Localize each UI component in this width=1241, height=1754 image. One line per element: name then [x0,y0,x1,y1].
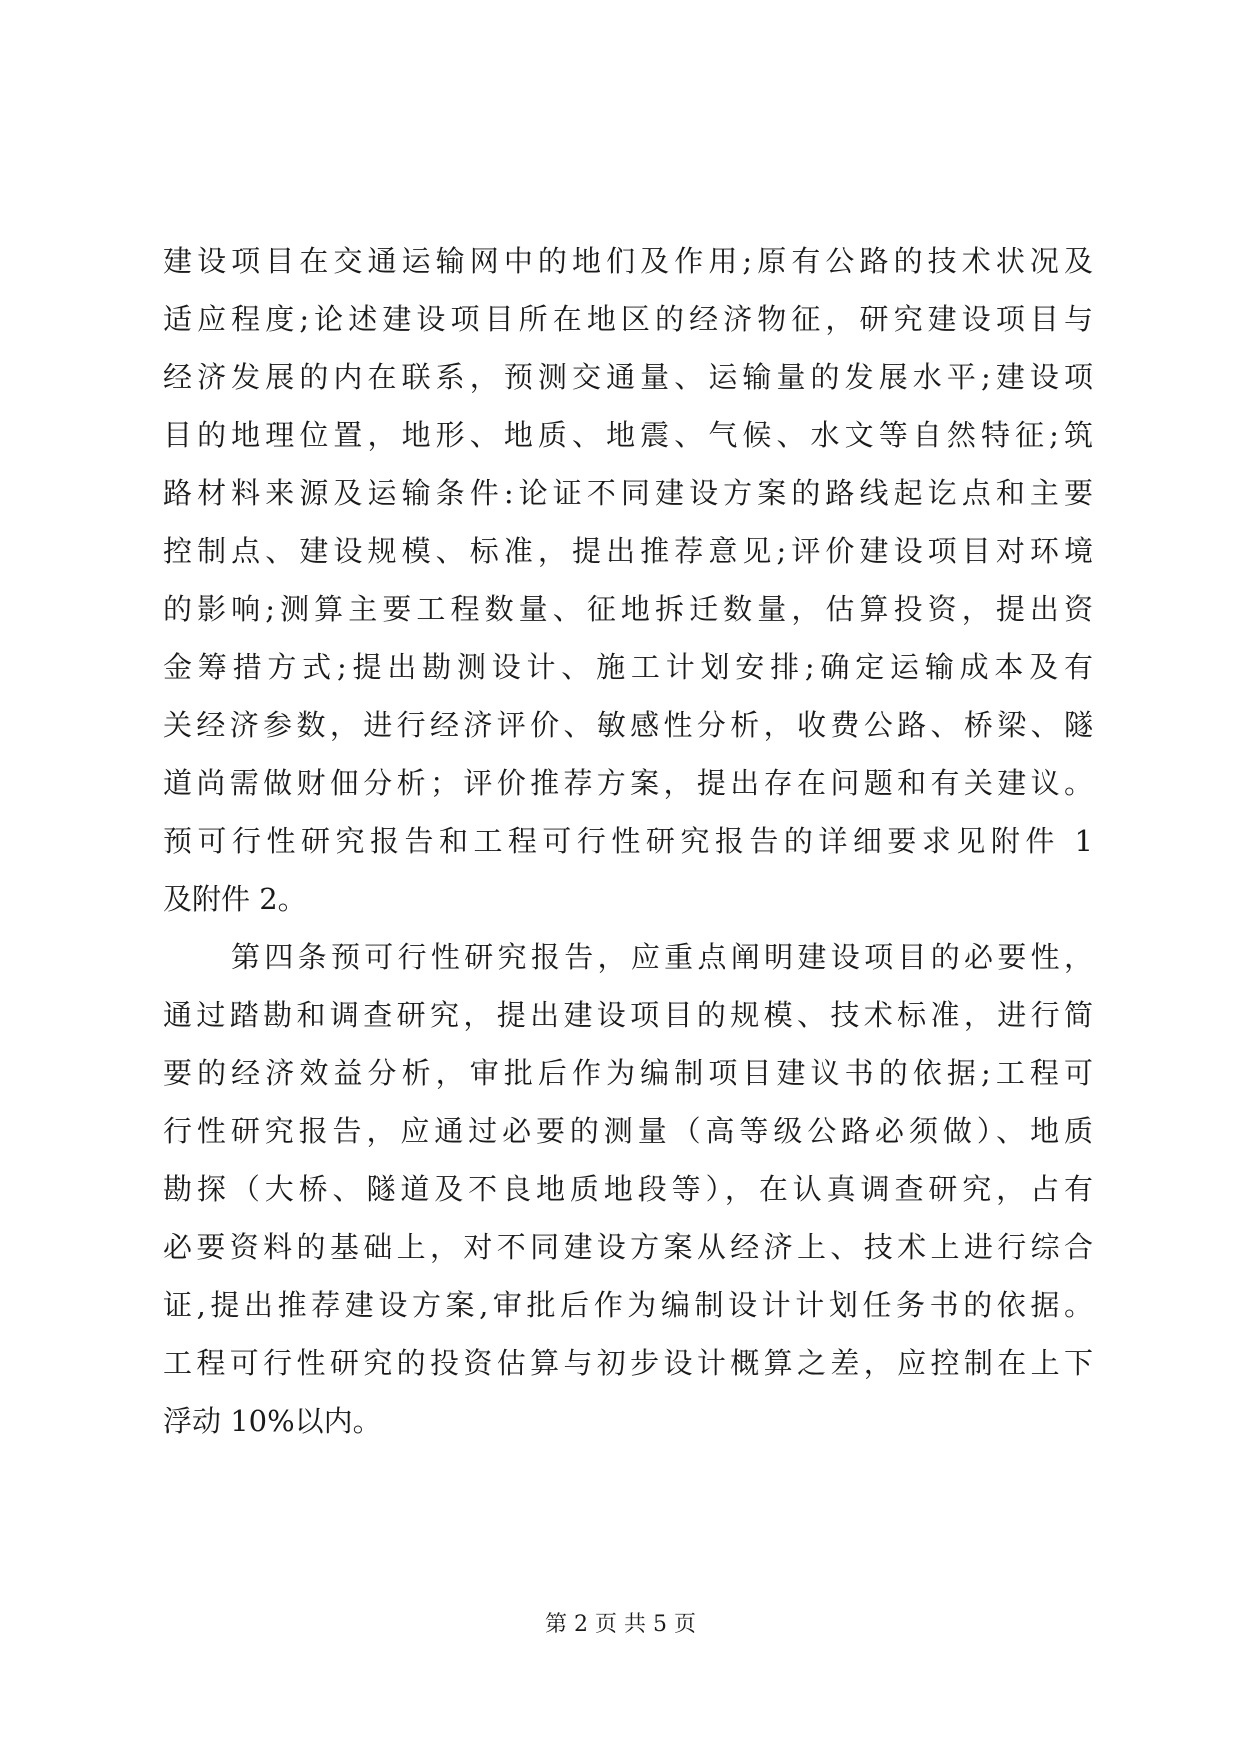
text-line: 经济发展的内在联系，预测交通量、运输量的发展水平;建设项 [163,360,1093,394]
text-line: 的影响;测算主要工程数量、征地拆迁数量，估算投资，提出资 [163,592,1093,626]
text-line: 路材料来源及运输条件:论证不同建设方案的路线起讫点和主要 [163,476,1093,510]
text-line: 预可行性研究报告和工程可行性研究报告的详细要求见附件 1 [163,824,1093,858]
text-line: 关经济参数，进行经济评价、敏感性分析，收费公路、桥梁、隧 [163,708,1093,742]
page-number-label: 第 2 页 共 5 页 [545,1612,696,1637]
text-line: 目的地理位置，地形、地质、地震、气候、水文等自然特征;筑 [163,418,1093,452]
text-line: 控制点、建设规模、标准，提出推荐意见;评价建设项目对环境 [163,534,1093,568]
text-line: 要的经济效益分析，审批后作为编制项目建议书的依据;工程可 [163,1056,1093,1090]
text-line: 第四条预可行性研究报告，应重点阐明建设项目的必要性， [231,940,1093,974]
text-line: 道尚需做财佃分析；评价推荐方案，提出存在问题和有关建议。 [163,766,1093,800]
text-line: 适应程度;论述建设项目所在地区的经济物征，研究建设项目与 [163,302,1093,336]
text-line: 证,提出推荐建设方案,审批后作为编制设计计划任务书的依据。 [163,1288,1093,1322]
body-text [163,232,1093,1450]
text-line: 行性研究报告，应通过必要的测量（高等级公路必须做）、地质 [163,1114,1093,1148]
text-line: 浮动 10%以内。 [163,1404,382,1438]
text-line: 勘探（大桥、隧道及不良地质地段等），在认真调查研究，占有 [163,1172,1093,1206]
text-line: 通过踏勘和调查研究，提出建设项目的规模、技术标准，进行简 [163,998,1093,1032]
text-line: 工程可行性研究的投资估算与初步设计概算之差，应控制在上下 [163,1346,1093,1380]
text-line: 必要资料的基础上，对不同建设方案从经济上、技术上进行综合 [163,1230,1093,1264]
text-line: 金筹措方式;提出勘测设计、施工计划安排;确定运输成本及有 [163,650,1093,684]
text-line: 及附件 2。 [163,882,307,916]
page-footer [0,1610,1241,1640]
text-line: 建设项目在交通运输网中的地们及作用;原有公路的技术状况及 [163,244,1093,278]
